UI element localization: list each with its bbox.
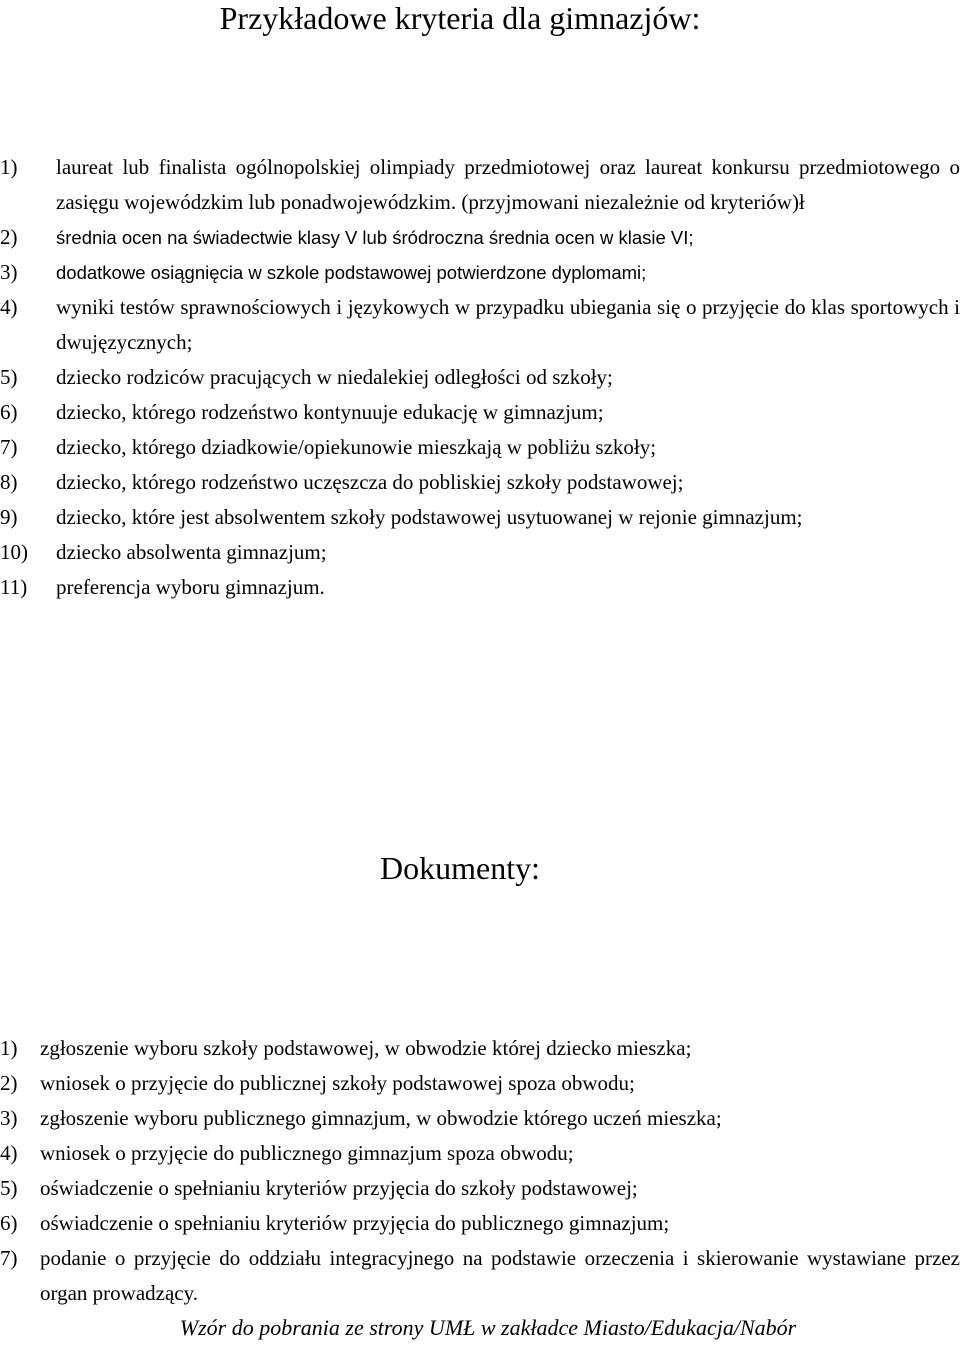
item-number: 5) — [0, 365, 18, 389]
item-text: wyniki testów sprawnościowych i językowych w przypadku ubiegania się o przyjęcie do klas sportowych i dwujęzycznych; — [56, 295, 960, 354]
documents-item-3 — [0, 1101, 960, 1136]
item-number: 9) — [0, 505, 18, 529]
item-text: wniosek o przyjęcie do publicznego gimnazjum spoza obwodu; — [40, 1141, 574, 1165]
footer-note: Wzór do pobrania ze strony UMŁ w zakładce Miasto/Edukacja/Nabór — [179, 1315, 797, 1340]
documents-item-1 — [0, 1031, 960, 1066]
item-text: zgłoszenie wyboru szkoły podstawowej, w obwodzie której dziecko mieszka; — [40, 1036, 692, 1060]
item-text: dziecko, którego rodzeństwo kontynuuje edukację w gimnazjum; — [56, 400, 604, 424]
criteria-list — [0, 150, 960, 605]
item-text: dodatkowe osiągnięcia w szkole podstawowej potwierdzone dyplomami; — [56, 262, 647, 283]
criteria-item-6 — [0, 395, 960, 430]
item-number: 5) — [0, 1176, 18, 1200]
item-number: 7) — [0, 1246, 18, 1270]
documents-list — [0, 1031, 960, 1311]
item-text: dziecko, którego dziadkowie/opiekunowie mieszkają w pobliżu szkoły; — [56, 435, 657, 459]
item-text: średnia ocen na świadectwie klasy V lub śródroczna średnia ocen w klasie VI; — [56, 227, 694, 248]
documents-item-7 — [0, 1241, 960, 1311]
criteria-item-3 — [0, 255, 960, 290]
documents-item-4 — [0, 1136, 960, 1171]
item-number: 1) — [0, 1036, 18, 1060]
item-text: wniosek o przyjęcie do publicznej szkoły podstawowej spoza obwodu; — [40, 1071, 635, 1095]
item-number: 1) — [0, 155, 18, 179]
documents-item-5 — [0, 1171, 960, 1206]
item-number: 6) — [0, 400, 18, 424]
item-text: dziecko absolwenta gimnazjum; — [56, 540, 327, 564]
item-number: 7) — [0, 435, 18, 459]
item-number: 11) — [0, 575, 28, 599]
item-text: zgłoszenie wyboru publicznego gimnazjum, w obwodzie którego uczeń mieszka; — [40, 1106, 722, 1130]
item-number: 3) — [0, 1106, 18, 1130]
item-number: 8) — [0, 470, 18, 494]
criteria-item-10 — [0, 535, 960, 570]
item-number: 2) — [0, 1071, 18, 1095]
item-text: dziecko rodziców pracujących w niedalekiej odległości od szkoły; — [56, 365, 613, 389]
criteria-item-4 — [0, 290, 960, 360]
criteria-item-2 — [0, 220, 960, 255]
criteria-item-1 — [0, 150, 960, 220]
item-text: podanie o przyjęcie do oddziału integracyjnego na podstawie orzeczenia i skierowanie wystawiane przez organ prowadzący. — [40, 1246, 960, 1305]
item-number: 4) — [0, 1141, 18, 1165]
item-number: 3) — [0, 260, 18, 284]
item-text: dziecko, którego rodzeństwo uczęszcza do pobliskiej szkoły podstawowej; — [56, 470, 684, 494]
criteria-item-11 — [0, 570, 960, 605]
item-text: oświadczenie o spełnianiu kryteriów przyjęcia do szkoły podstawowej; — [40, 1176, 638, 1200]
item-text: preferencja wyboru gimnazjum. — [56, 575, 325, 599]
item-text: oświadczenie o spełnianiu kryteriów przyjęcia do publicznego gimnazjum; — [40, 1211, 670, 1235]
criteria-title: Przykładowe kryteria dla gimnazjów: — [219, 0, 701, 36]
documents-item-2 — [0, 1066, 960, 1101]
item-number: 4) — [0, 295, 18, 319]
criteria-item-5 — [0, 360, 960, 395]
documents-title: Dokumenty: — [380, 850, 540, 886]
item-number: 2) — [0, 225, 18, 249]
item-number: 6) — [0, 1211, 18, 1235]
criteria-item-9 — [0, 500, 960, 535]
item-text: laureat lub finalista ogólnopolskiej olimpiady przedmiotowej oraz laureat konkursu przedmiotowego o zasięgu wojewódzkim lub ponadwojewódzkim. (przyjmowani niezależnie od kryteriów)ł — [56, 155, 960, 214]
criteria-item-7 — [0, 430, 960, 465]
item-text: dziecko, które jest absolwentem szkoły podstawowej usytuowanej w rejonie gimnazjum; — [56, 505, 803, 529]
documents-item-6 — [0, 1206, 960, 1241]
item-number: 10) — [0, 540, 28, 564]
criteria-item-8 — [0, 465, 960, 500]
